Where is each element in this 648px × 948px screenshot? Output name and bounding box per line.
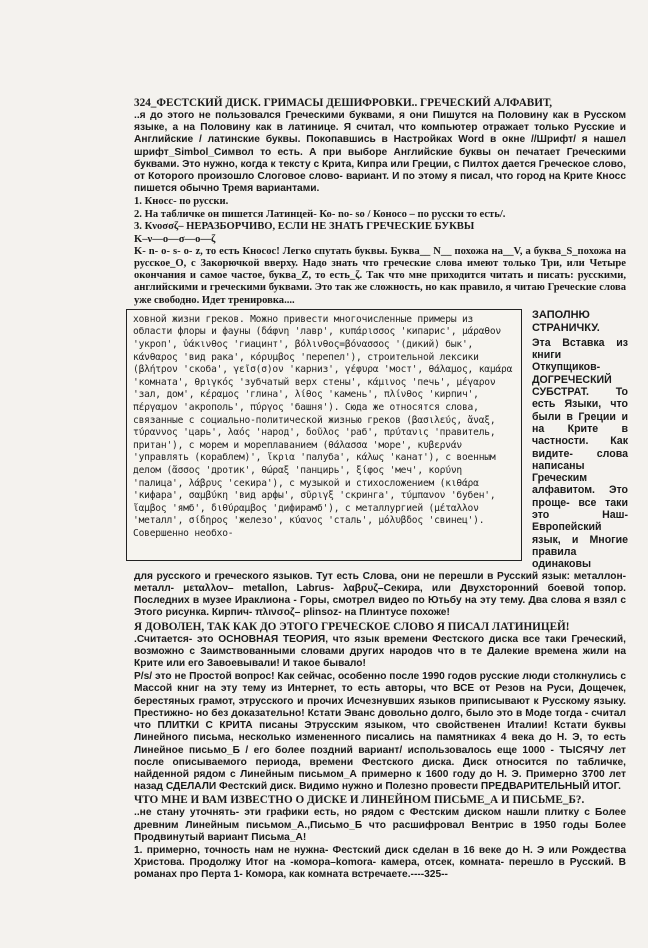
page-number: ----325--: [410, 869, 448, 881]
greek-letters-line: K–ν—ο—σ—ο—ζ: [134, 233, 216, 245]
document-title: 324_ФЕСТСКИЙ ДИСК. ГРИМАСЫ ДЕШИФРОВКИ.. ГРЕЧЕСКИЙ АЛФАВИТ,: [134, 97, 553, 109]
side-note: [532, 309, 628, 571]
banner-line: Я ДОВОЛЕН, ТАК КАК ДО ЭТОГО ГРЕЧЕСКОЕ СЛОВО Я ПИСАЛ ЛАТИНИЦЕЙ!: [134, 620, 570, 633]
final-paragraph: [134, 845, 626, 882]
ps-paragraph: P/s/ это не Простой вопрос! Как сейчас, особенно после 1990 годов русские люди столкнулись с Массой книг на эту тему из Интернет, то есть авторы, что ВСЕ от Резов на Руси, Дощечек, берестяных грамот, этрусского и прочих Исчезнувших языков приписывают к Русскому языку. Престижно- но без доказательно! Кстати Эванс довольно долго, было это в Моде тогда - считал что ПЛИТКИ С КРИТА писаны Этрусским языком, что свойственен Италии! Кстати буквы Линейного письма, несколько измененного писались на памятниках 4 века до Н. Э, то есть Линейное письмо_Б / его более поздний вариант/ использовалось еще 1000 - ТЫСЯЧУ лет после описываемого периода, времени Фестского диска. Диск относится по табличке, найденной рядом с Линейным письмом_А примерно к 1600 году до Н. Э. Примерно 3700 лет назад СДЕЛАЛИ Фестский диск. Видимо нужно и Полезно провести ПРЕДВАРИТЕЛЬНЫЙ ИТОГ.: [134, 671, 626, 793]
after-inset-paragraph: для русского и греческого языков. Тут есть Слова, они не перешли в Русский язык: металлон- металл- μεταλλον– metallon, Labrus- λαβρυζ–Секира, или Двухсторонний боевой топор. Последних в музее Ираклиона - Горы, смотрел видео по Ютьбу на эту тему. Два слова я взял с Этого рисунка. Кирпич- πλινσοζ– plinsoz- на Плинтусе похоже!: [134, 570, 626, 619]
final-text: 1. примерно, точность нам не нужна- Фестский диск сделан в 16 веке до Н. Э или Рождества Христова. Продолжу Итог на -комора–komora- камера, отсек, комната- перешло в Русский. В романах про Перта 1- Комора, как комната встречаете.: [134, 844, 626, 881]
list-item: 3. Кνοσσζ– НЕРАЗБОРЧИВО, ЕСЛИ НЕ ЗНАТЬ ГРЕЧЕСКИЕ БУКВЫ: [134, 221, 475, 233]
side-note-body: Эта Вставка из книги Откупщиков-ДОГРЕЧЕСКИЙ СУБСТРАТ. То есть Языки, что были в Греции и на Крите в частности. Как видите- слова написаны Греческим алфавитом. Это проще- все таки это Наш- Европейский язык, и Многие правила одинаковы: [532, 336, 628, 571]
intro-paragraph: ..я до этого не пользовался Греческими буквами, я они Пишутся на Половину как в Русском языке, а на Половину как в латинице. Я считал, что компьютер отражает только Русские и Английские / латинские буквы. Покопавшись в Настройках Word в окне //Шрифт/ я нашел шрифт_Simbol_Символ то есть. А при выборе Английские буквы он печатает Греческими буквами. Это нужно, когда к тексту с Крита, Кипра или Греции, с Пилтох дается Греческое слово, от Которого произошло Слоговое слово- вариант. И по этому я писал, что город на Крите Кносс пишется обычно Тремя вариантами.: [134, 110, 626, 195]
variant-list: [134, 196, 626, 233]
inset-section: [134, 309, 626, 569]
list-item: 1. Кносс- по русски.: [134, 196, 229, 208]
list-item: 2. На табличке он пишется Латинцей- Ко- no- so / Конoсо – по русски то есть/.: [134, 208, 506, 220]
side-note-heading: ЗАПОЛНЮ СТРАНИЧКУ.: [532, 308, 600, 334]
blank-top-margin: [0, 0, 648, 96]
clarify-paragraph: ..не стану уточнять- эти графики есть, но рядом с Фестским диском нашли плитку с Более древним Линейным письмом_А.,Письмо_Б что расшифровал Вентрис в 1950 годы Более Продвинутый вариант Письма_А!: [134, 807, 626, 843]
theory-paragraph: .Считается- это ОСНОВНАЯ ТЕОРИЯ, что язык времени Фестского диска все таки Греческий, возможно с Заимствованными словами других народов что в те Далекие времена жили на Крите или его Завоевывали! И такое бывало!: [134, 633, 626, 670]
question-heading: ЧТО МНЕ И ВАМ ИЗВЕСТНО О ДИСКЕ И ЛИНЕЙНОМ ПИСЬМЕ_А И ПИСЬМЕ_Б?.: [134, 794, 585, 807]
transliteration-paragraph: K- n- o- s- o- z, то есть Кносос! Легко спутать буквы. Буква__ N__ похожа на__V, а буква_S_похожа на русское_О, с Закорючкой вверху. Надо знать что греческие слова имеют только Три, или Четыре окончания и самое частое, буква_Z, то есть_ζ. Так что мне приходится читать и писать: русскими, английскими и греческими буквами. Это так же сложность, но как правило, я читаю Греческие слова уже свободно. Идет тренировка....: [134, 245, 626, 306]
document-content: [134, 97, 626, 882]
book-excerpt-inset: ховной жизни греков. Можно привести многочисленные примеры из области флоры и фауны (δάφνη 'лавр', κυπάρισσος 'кипарис', μάραθον 'укроп', ὑάκινθος 'гиацинт', βόλινθος=βόνασσος '(дикий) бык', κάνθαρος 'вид рака', κόρυμβος 'перепел'), строительной лексики (βλήτρον 'скоба', γεῖσ(σ)ον 'карниз', γέφυρα 'мост', θάλαμος, καμάρα 'комната', θριγκός 'зубчатый верх стены', κάμινος 'печь', μέγαρον 'зал, дом', κέραμος 'глина', λίθος 'камень', πλίνθος 'кирпич', πέργαμον 'акрополь', πύργος 'башня'). Сюда же относятся слова, связанные с социально-политической жизнью греков (βασιλεύς, ἄναξ, τύραννος 'царь', λαός 'народ', δοῦλος 'раб', πρύτανις 'правитель, притан'), с морем и мореплаванием (θάλασσα 'море', κυβερνάν 'управлять (кораблем)', ἴκρια 'палуба', κάλως 'канат'), с военным делом (ἄσσος 'дротик', θώραξ 'панцирь', ξίφος 'меч', κορύνη 'палица', λάβρυς 'секира'), с музыкой и стихосложением (κιθάρα 'кифара', σαμβύκη 'вид арфы', σῦριγξ 'скринга', τύμπανον 'бубен', ἴαμβος 'ямб', διθύραμβος 'дифирамб'), с металлургией (μέταλλον 'металл', σίδηρος 'железо', κύανος 'сталь', μόλυβδος 'свинец'). Совершенно необхо-: [126, 309, 522, 561]
